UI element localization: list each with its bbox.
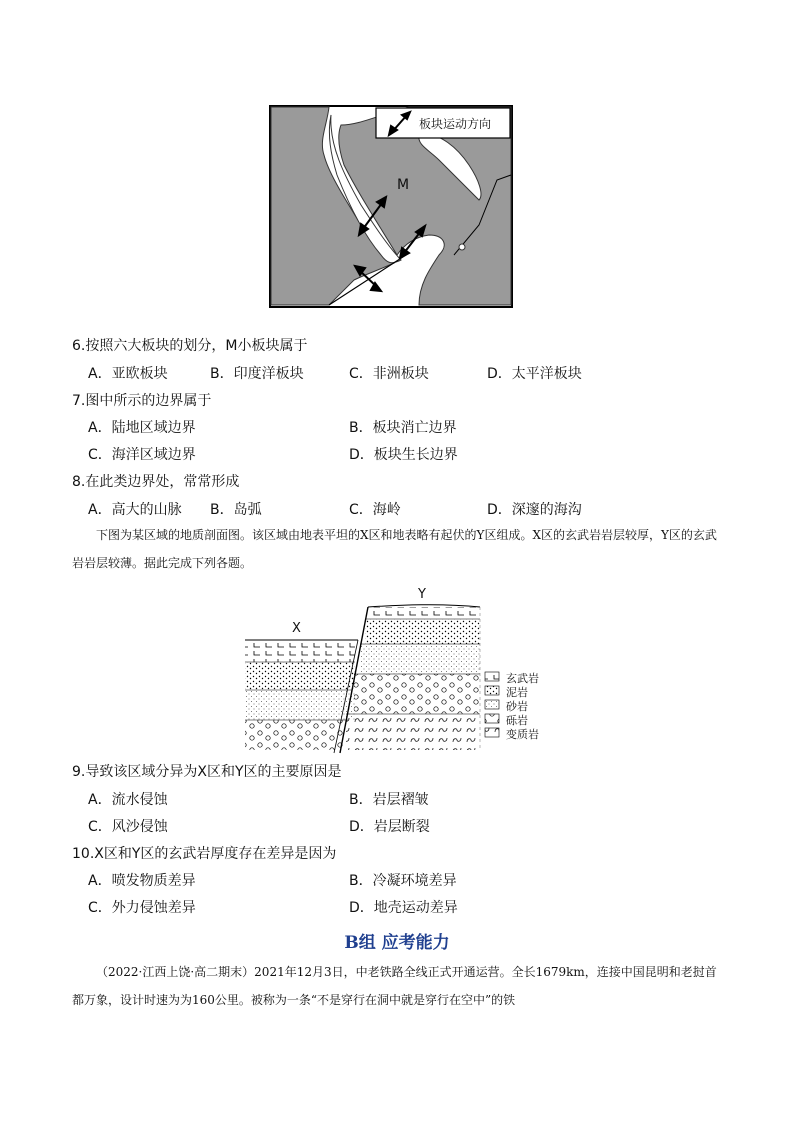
option[interactable]: C．外力侵蚀差异 [88,900,196,916]
section-b-title: B组 应考能力 [344,933,450,953]
option[interactable]: B．冷凝环境差异 [349,873,457,889]
option[interactable]: B．板块消亡边界 [349,420,457,436]
legend-mudstone: 泥岩 [506,686,528,699]
geologic-section-figure [240,585,560,755]
section-legend-symbols [485,672,499,737]
question-10 [72,845,336,863]
question-stem: X区和Y区的玄武岩厚度存在差异是因为 [94,846,337,862]
legend-metamorphic: 变质岩 [506,728,539,741]
question-stem: 导致该区域分异为X区和Y区的主要原因是 [85,764,342,780]
option[interactable]: A．喷发物质差异 [88,873,196,889]
option[interactable]: D．深邃的海沟 [487,502,582,518]
map-legend-label: 板块运动方向 [419,117,492,131]
legend-sandstone: 砂岩 [506,700,528,713]
question-7 [72,392,211,410]
plate-label-m: M [397,177,410,193]
option[interactable]: D．地壳运动差异 [349,900,458,916]
option[interactable]: A．高大的山脉 [88,502,182,518]
plate-map [269,105,513,308]
option[interactable]: D．岩层断裂 [349,819,430,835]
option[interactable]: A．亚欧板块 [88,366,168,382]
option[interactable]: A．陆地区域边界 [88,420,196,436]
option[interactable]: A．流水侵蚀 [88,792,168,808]
option[interactable]: B．岛弧 [210,502,262,518]
final-paragraph: （2022·江西上饶·高二期末）2021年12月3日，中老铁路全线正式开通运营。全长1679km，连接中国昆明和老挝首都万象，设计时速为为160公里。被称为一条“不是穿行在洞中就是穿行在空中”的铁 [72,965,717,1007]
question-stem: 图中所示的边界属于 [85,393,212,409]
question-stem: 在此类边界处，常常形成 [85,474,240,490]
option[interactable]: C．风沙侵蚀 [88,819,168,835]
question-9 [72,763,342,781]
label-y: Y [418,587,426,602]
legend-basalt: 玄武岩 [506,672,539,685]
intro-paragraph: 下图为某区域的地质剖面图。该区域由地表平坦的X区和地表略有起伏的Y区组成。X区的玄武岩岩层较厚，Y区的玄武岩岩层较薄。据此完成下列各题。 [72,528,717,570]
y-block [346,605,480,750]
question-number: 10. [72,846,95,862]
question-8 [72,473,239,491]
option[interactable]: B．岩层褶皱 [349,792,429,808]
option[interactable]: D．板块生长边界 [349,447,458,463]
question-number: 7. [72,393,86,409]
x-block [245,640,358,750]
option[interactable]: D．太平洋板块 [487,366,582,382]
question-number: 6. [72,338,86,354]
option[interactable]: B．印度洋板块 [210,366,304,382]
label-x: X [292,621,301,636]
option[interactable]: C．海洋区域边界 [88,447,196,463]
option[interactable]: C．非洲板块 [349,366,429,382]
question-6 [72,337,307,355]
option[interactable]: C．海岭 [349,502,401,518]
question-number: 9. [72,764,86,780]
question-number: 8. [72,474,86,490]
plate-map-figure [269,105,513,308]
legend-conglomerate: 砾岩 [506,714,528,727]
question-stem: 按照六大板块的划分，M小板块属于 [85,338,308,354]
